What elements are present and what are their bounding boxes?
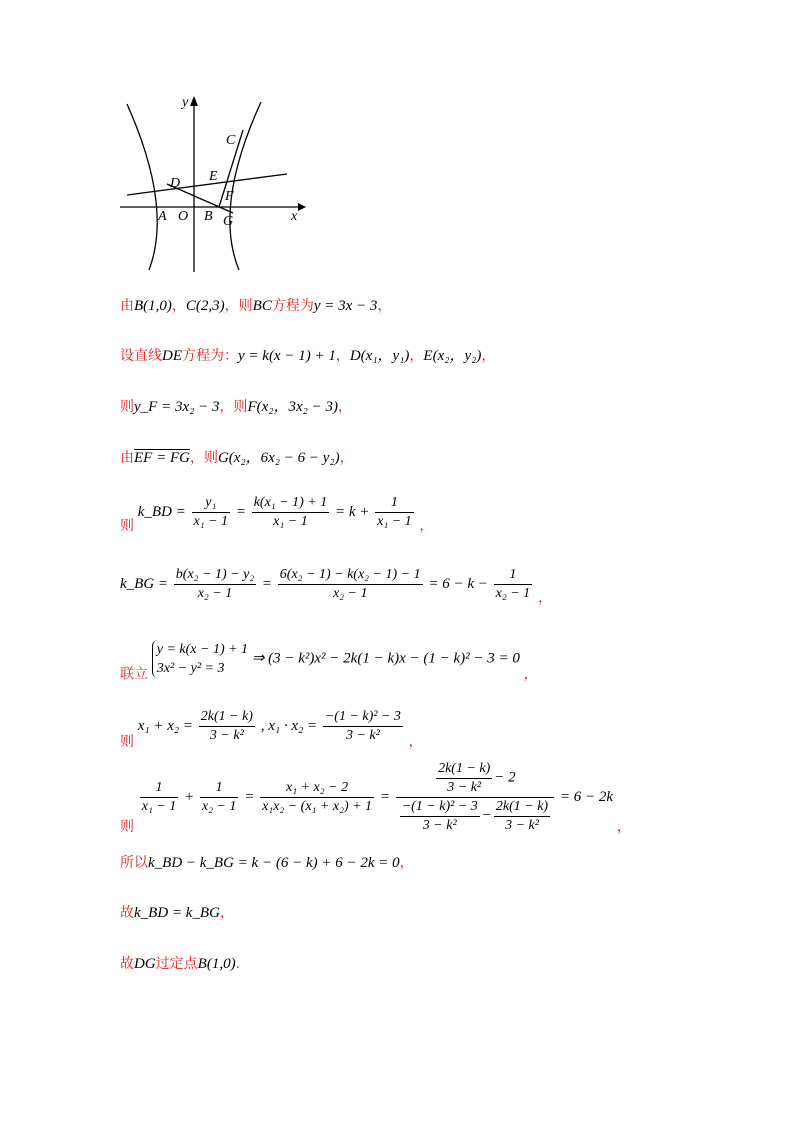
text: ，: [339, 450, 354, 466]
x-axis-arrow: [298, 203, 306, 211]
text: 由: [120, 298, 134, 314]
fraction: [323, 708, 403, 745]
denominator: 3 − k²: [422, 818, 457, 833]
numerator: 2k(1 − k): [494, 798, 550, 817]
denominator: x₂ − 1: [332, 586, 368, 601]
denominator: x₂ − 1: [495, 586, 531, 601]
text: ，则: [189, 450, 218, 466]
label-g: G: [223, 214, 234, 229]
math: D(x₁，y₁): [349, 348, 410, 364]
fraction: [252, 494, 330, 531]
equation: y = k(x − 1) + 1: [156, 642, 249, 657]
math-overline: EF = FG: [134, 450, 190, 466]
fraction: [192, 494, 231, 531]
line-1: [120, 296, 391, 316]
text: ，: [408, 733, 423, 750]
fraction: [140, 779, 179, 816]
math: = 6 − 2k: [559, 788, 613, 805]
text: 方程为: [271, 298, 314, 314]
math: DG: [134, 956, 156, 972]
text: ，: [171, 298, 186, 314]
line-11: [120, 903, 234, 923]
math: y = k(x − 1) + 1: [238, 348, 336, 364]
label-c: C: [226, 133, 236, 148]
fraction: [174, 566, 256, 603]
fraction: [400, 798, 480, 835]
text: ，: [419, 517, 434, 534]
hyperbola-figure: [115, 92, 315, 277]
denominator: [396, 798, 554, 835]
math: BC: [252, 298, 272, 314]
label-x: x: [291, 209, 298, 224]
text: 过定点: [155, 956, 198, 972]
equation-system: [152, 640, 248, 678]
label-f: F: [225, 189, 234, 204]
hyperbola-left-branch: [127, 104, 157, 270]
math: E(x₂，y₂): [423, 348, 482, 364]
denominator: x₁ − 1: [377, 514, 412, 529]
numerator: 1: [494, 566, 533, 585]
text: ，: [219, 905, 234, 921]
numerator: x₁ + x₂ − 2: [260, 779, 374, 798]
line-9: [120, 760, 631, 837]
label-y: y: [182, 95, 189, 110]
hyperbola-right-branch: [230, 102, 261, 270]
numerator: 1: [375, 494, 414, 513]
denominator: 3 − k²: [505, 818, 539, 833]
text: ，: [335, 348, 350, 364]
math: B(1,0): [197, 956, 236, 972]
text: ，: [399, 855, 414, 871]
line-2: [120, 346, 495, 366]
line-6: [120, 566, 552, 608]
math: k_BD − k_BG = k − (6 − k) + 6 − 2k = 0: [148, 855, 400, 871]
text: ，: [616, 818, 631, 835]
text: 联立: [120, 666, 148, 683]
math: y = 3x − 3: [313, 298, 378, 314]
label-d: D: [170, 176, 181, 191]
line-de: [127, 174, 287, 195]
label-a: A: [158, 209, 167, 224]
math: y_F = 3x₂ − 3: [134, 399, 220, 415]
math: =: [261, 575, 273, 592]
math: k_BD = k_BG: [134, 905, 220, 921]
math: k_BG =: [120, 575, 169, 592]
text: 方程为：: [182, 348, 238, 364]
math: DE: [162, 348, 182, 364]
math: = k +: [334, 503, 370, 520]
fraction: [199, 708, 255, 745]
y-axis-arrow: [190, 96, 198, 106]
math: x₁ + x₂ =: [137, 717, 193, 734]
numerator: 2k(1 − k): [436, 760, 492, 779]
math: , x₁ · x₂ =: [260, 717, 318, 734]
text: ，: [481, 348, 496, 364]
denominator: 3 − k²: [447, 780, 482, 795]
line-5: [120, 494, 433, 536]
text: .: [235, 956, 241, 972]
compound-fraction: [396, 760, 554, 835]
math: G(x₂，6x₂ − 6 − y₂): [217, 450, 340, 466]
math: C(2,3): [185, 298, 225, 314]
text: 故: [120, 956, 134, 972]
fraction: [494, 798, 550, 835]
math: B(1,0): [134, 298, 172, 314]
denominator: x₂ − 1: [201, 799, 237, 814]
text: 则: [120, 399, 134, 415]
denominator: x₁ − 1: [273, 514, 308, 529]
line-3: [120, 397, 352, 417]
math: =: [244, 788, 255, 805]
denominator: 3 − k²: [209, 728, 244, 743]
text: ，: [409, 348, 424, 364]
numerator: b(x₂ − 1) − y₂: [174, 566, 256, 585]
numerator: [396, 760, 554, 798]
text: ，: [337, 399, 352, 415]
math: F(x₂，3x₂ − 3): [247, 399, 338, 415]
text: 则: [120, 517, 134, 534]
text: ，: [537, 589, 552, 606]
math: ⇒ (3 − k²)x² − 2k(1 − k)x − (1 − k)² − 3 = 0: [251, 650, 520, 667]
text: ，则: [224, 298, 253, 314]
equation: 3x² − y² = 3: [156, 661, 225, 676]
denominator: x₁ − 1: [193, 514, 229, 529]
denominator: x₁ − 1: [141, 799, 177, 814]
line-7: [120, 640, 538, 684]
text: ，: [523, 666, 538, 683]
fraction: [375, 494, 414, 531]
denominator: x₁x₂ − (x₁ + x₂) + 1: [262, 799, 373, 814]
math: = 6 − k −: [428, 575, 488, 592]
fraction: [494, 566, 533, 603]
numerator: 1: [140, 779, 179, 798]
text: 则: [120, 733, 134, 750]
fraction: [278, 566, 423, 603]
numerator: −(1 − k)² − 3: [400, 798, 480, 817]
label-o: O: [178, 209, 189, 224]
numerator: 2k(1 − k): [199, 708, 255, 727]
text: 所以: [120, 855, 148, 871]
numerator: 6(x₂ − 1) − k(x₂ − 1) − 1: [278, 566, 423, 585]
text: 由: [120, 450, 134, 466]
fraction: [436, 760, 492, 797]
fraction: [260, 779, 374, 816]
line-10: [120, 853, 414, 873]
math: − 2: [494, 769, 516, 786]
denominator: 3 − k²: [345, 728, 380, 743]
label-e: E: [209, 169, 218, 184]
denominator: x₂ − 1: [197, 586, 233, 601]
numerator: 1: [200, 779, 239, 798]
math: =: [235, 503, 246, 520]
label-b: B: [204, 209, 213, 224]
text: 设直线: [120, 348, 162, 364]
numerator: y₁: [192, 494, 231, 513]
math: +: [184, 788, 195, 805]
line-4: [120, 448, 354, 468]
text: ，: [377, 298, 392, 314]
numerator: −(1 − k)² − 3: [323, 708, 403, 727]
numerator: k(x₁ − 1) + 1: [252, 494, 330, 513]
text: 故: [120, 905, 134, 921]
line-8: [120, 708, 423, 752]
fraction: [200, 779, 239, 816]
math: −: [481, 807, 492, 824]
line-12: [120, 954, 240, 974]
math: =: [379, 788, 390, 805]
text: 则: [120, 818, 134, 835]
text: ，则: [219, 399, 248, 415]
math: k_BD =: [137, 503, 186, 520]
